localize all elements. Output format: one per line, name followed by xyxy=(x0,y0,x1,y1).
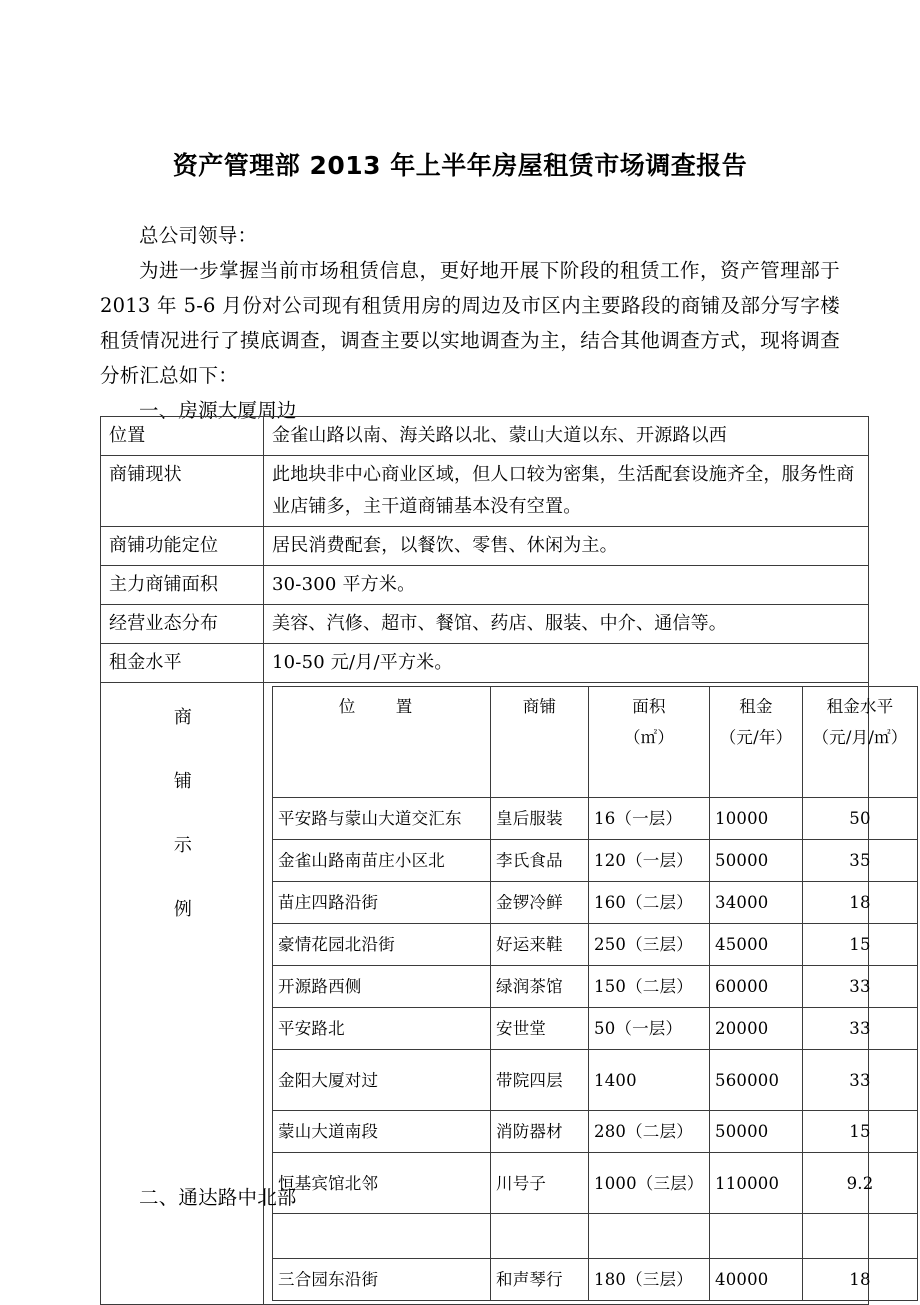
cell-rent-level: 50 xyxy=(803,798,918,840)
table-row xyxy=(101,566,869,605)
table-row xyxy=(273,966,918,1008)
cell-location: 豪情花园北沿街 xyxy=(273,924,491,966)
cell-rent-level: 33 xyxy=(803,1008,918,1050)
cell-location: 开源路西侧 xyxy=(273,966,491,1008)
table-row xyxy=(273,1008,918,1050)
cell-location: 三合园东沿街 xyxy=(273,1259,491,1301)
summary-label: 主力商铺面积 xyxy=(101,566,264,605)
column-header-level-unit: （元/月/㎡） xyxy=(812,728,908,747)
column-header-rent-unit: （元/年） xyxy=(719,728,793,747)
vertical-label-char: 商 xyxy=(173,707,193,728)
column-header-location xyxy=(273,687,491,798)
cell-area: 16（一层） xyxy=(589,798,710,840)
salutation: 总公司领导： xyxy=(139,224,258,247)
summary-value: 30-300 平方米。 xyxy=(264,566,869,605)
summary-value: 10-50 元/月/平方米。 xyxy=(264,644,869,683)
cell-rent: 60000 xyxy=(710,966,803,1008)
cell-shop: 绿润茶馆 xyxy=(491,966,589,1008)
cell-rent-level: 18 xyxy=(803,1259,918,1301)
cell-rent-level: 18 xyxy=(803,882,918,924)
column-header-area-main: 面积 xyxy=(632,697,666,716)
column-header-location-text: 位 置 xyxy=(338,697,425,716)
cell-area xyxy=(589,1214,710,1259)
cell-rent-level: 15 xyxy=(803,1111,918,1153)
section-one-heading: 一、房源大厦周边 xyxy=(139,399,297,422)
cell-location: 平安路北 xyxy=(273,1008,491,1050)
cell-shop: 川号子 xyxy=(491,1153,589,1214)
summary-value: 金雀山路以南、海关路以北、蒙山大道以东、开源路以西 xyxy=(264,417,869,456)
cell-area: 1400 xyxy=(589,1050,710,1111)
summary-label: 商铺现状 xyxy=(101,456,264,527)
cell-rent: 10000 xyxy=(710,798,803,840)
cell-shop xyxy=(491,1214,589,1259)
cell-rent-level: 33 xyxy=(803,966,918,1008)
page-title: 资产管理部 2013 年上半年房屋租赁市场调查报告 xyxy=(172,150,748,180)
cell-area: 160（二层） xyxy=(589,882,710,924)
table-row xyxy=(273,840,918,882)
cell-rent-level: 9.2 xyxy=(803,1153,918,1214)
cell-rent xyxy=(710,1214,803,1259)
column-header-rent xyxy=(710,687,803,798)
summary-value: 居民消费配套，以餐饮、零售、休闲为主。 xyxy=(264,527,869,566)
cell-area: 50（一层） xyxy=(589,1008,710,1050)
examples-header-row xyxy=(273,687,918,798)
vertical-label-char: 铺 xyxy=(173,771,193,792)
cell-area: 250（三层） xyxy=(589,924,710,966)
summary-value: 美容、汽修、超市、餐馆、药店、服装、中介、通信等。 xyxy=(264,605,869,644)
table-row xyxy=(273,924,918,966)
cell-area: 1000（三层） xyxy=(589,1153,710,1214)
table-row xyxy=(273,1259,918,1301)
cell-rent-level: 33 xyxy=(803,1050,918,1111)
column-header-shop: 商铺 xyxy=(491,687,589,798)
cell-rent-level: 35 xyxy=(803,840,918,882)
vertical-label-char: 示 xyxy=(173,835,193,856)
intro-paragraph: 为进一步掌握当前市场租赁信息，更好地开展下阶段的租赁工作，资产管理部于 2013 年 5-6 月份对公司现有租赁用房的周边及市区内主要路段的商铺及部分写字楼租赁情况进行了摸底调查，调查主要以实地调查为主，结合其他调查方式，现将调查分析汇总如下： xyxy=(100,259,840,387)
cell-rent: 50000 xyxy=(710,840,803,882)
cell-shop: 带院四层 xyxy=(491,1050,589,1111)
table-row-empty xyxy=(273,1214,918,1259)
summary-label: 位置 xyxy=(101,417,264,456)
cell-location: 蒙山大道南段 xyxy=(273,1111,491,1153)
cell-location: 恒基宾馆北邻 xyxy=(273,1153,491,1214)
cell-rent: 40000 xyxy=(710,1259,803,1301)
cell-location: 平安路与蒙山大道交汇东 xyxy=(273,798,491,840)
cell-rent-level xyxy=(803,1214,918,1259)
cell-rent: 20000 xyxy=(710,1008,803,1050)
table-row xyxy=(273,882,918,924)
column-header-level-main: 租金水平 xyxy=(826,697,894,716)
table-row xyxy=(273,1111,918,1153)
column-header-rent-main: 租金 xyxy=(739,697,773,716)
survey-summary-table xyxy=(100,416,908,1305)
cell-rent: 50000 xyxy=(710,1111,803,1153)
cell-area: 280（二层） xyxy=(589,1111,710,1153)
column-header-area-unit: （㎡） xyxy=(623,728,675,747)
cell-shop: 安世堂 xyxy=(491,1008,589,1050)
cell-location: 苗庄四路沿街 xyxy=(273,882,491,924)
cell-rent-level: 15 xyxy=(803,924,918,966)
summary-label: 商铺功能定位 xyxy=(101,527,264,566)
table-row xyxy=(101,644,869,683)
cell-rent: 34000 xyxy=(710,882,803,924)
summary-value: 此地块非中心商业区域，但人口较为密集，生活配套设施齐全，服务性商业店铺多，主干道商铺基本没有空置。 xyxy=(264,456,869,527)
cell-location xyxy=(273,1214,491,1259)
vertical-label-char: 例 xyxy=(173,899,193,920)
column-header-rent-level xyxy=(803,687,918,798)
summary-label: 经营业态分布 xyxy=(101,605,264,644)
cell-shop: 和声琴行 xyxy=(491,1259,589,1301)
survey-table-wrapper xyxy=(100,416,908,1305)
table-row xyxy=(101,605,869,644)
cell-rent: 560000 xyxy=(710,1050,803,1111)
table-row xyxy=(273,798,918,840)
cell-rent: 110000 xyxy=(710,1153,803,1214)
column-header-area xyxy=(589,687,710,798)
summary-label: 租金水平 xyxy=(101,644,264,683)
cell-rent: 45000 xyxy=(710,924,803,966)
cell-shop: 皇后服装 xyxy=(491,798,589,840)
cell-shop: 好运来鞋 xyxy=(491,924,589,966)
cell-location: 金雀山路南苗庄小区北 xyxy=(273,840,491,882)
table-row xyxy=(273,1050,918,1111)
cell-location: 金阳大厦对过 xyxy=(273,1050,491,1111)
cell-area: 180（三层） xyxy=(589,1259,710,1301)
cell-area: 120（一层） xyxy=(589,840,710,882)
cell-area: 150（二层） xyxy=(589,966,710,1008)
cell-shop: 金锣冷鲜 xyxy=(491,882,589,924)
cell-shop: 消防器材 xyxy=(491,1111,589,1153)
section-two-heading: 二、通达路中北部 xyxy=(139,1186,297,1209)
cell-shop: 李氏食品 xyxy=(491,840,589,882)
table-row xyxy=(101,527,869,566)
document-body xyxy=(100,218,840,428)
table-row xyxy=(101,456,869,527)
table-row xyxy=(101,417,869,456)
